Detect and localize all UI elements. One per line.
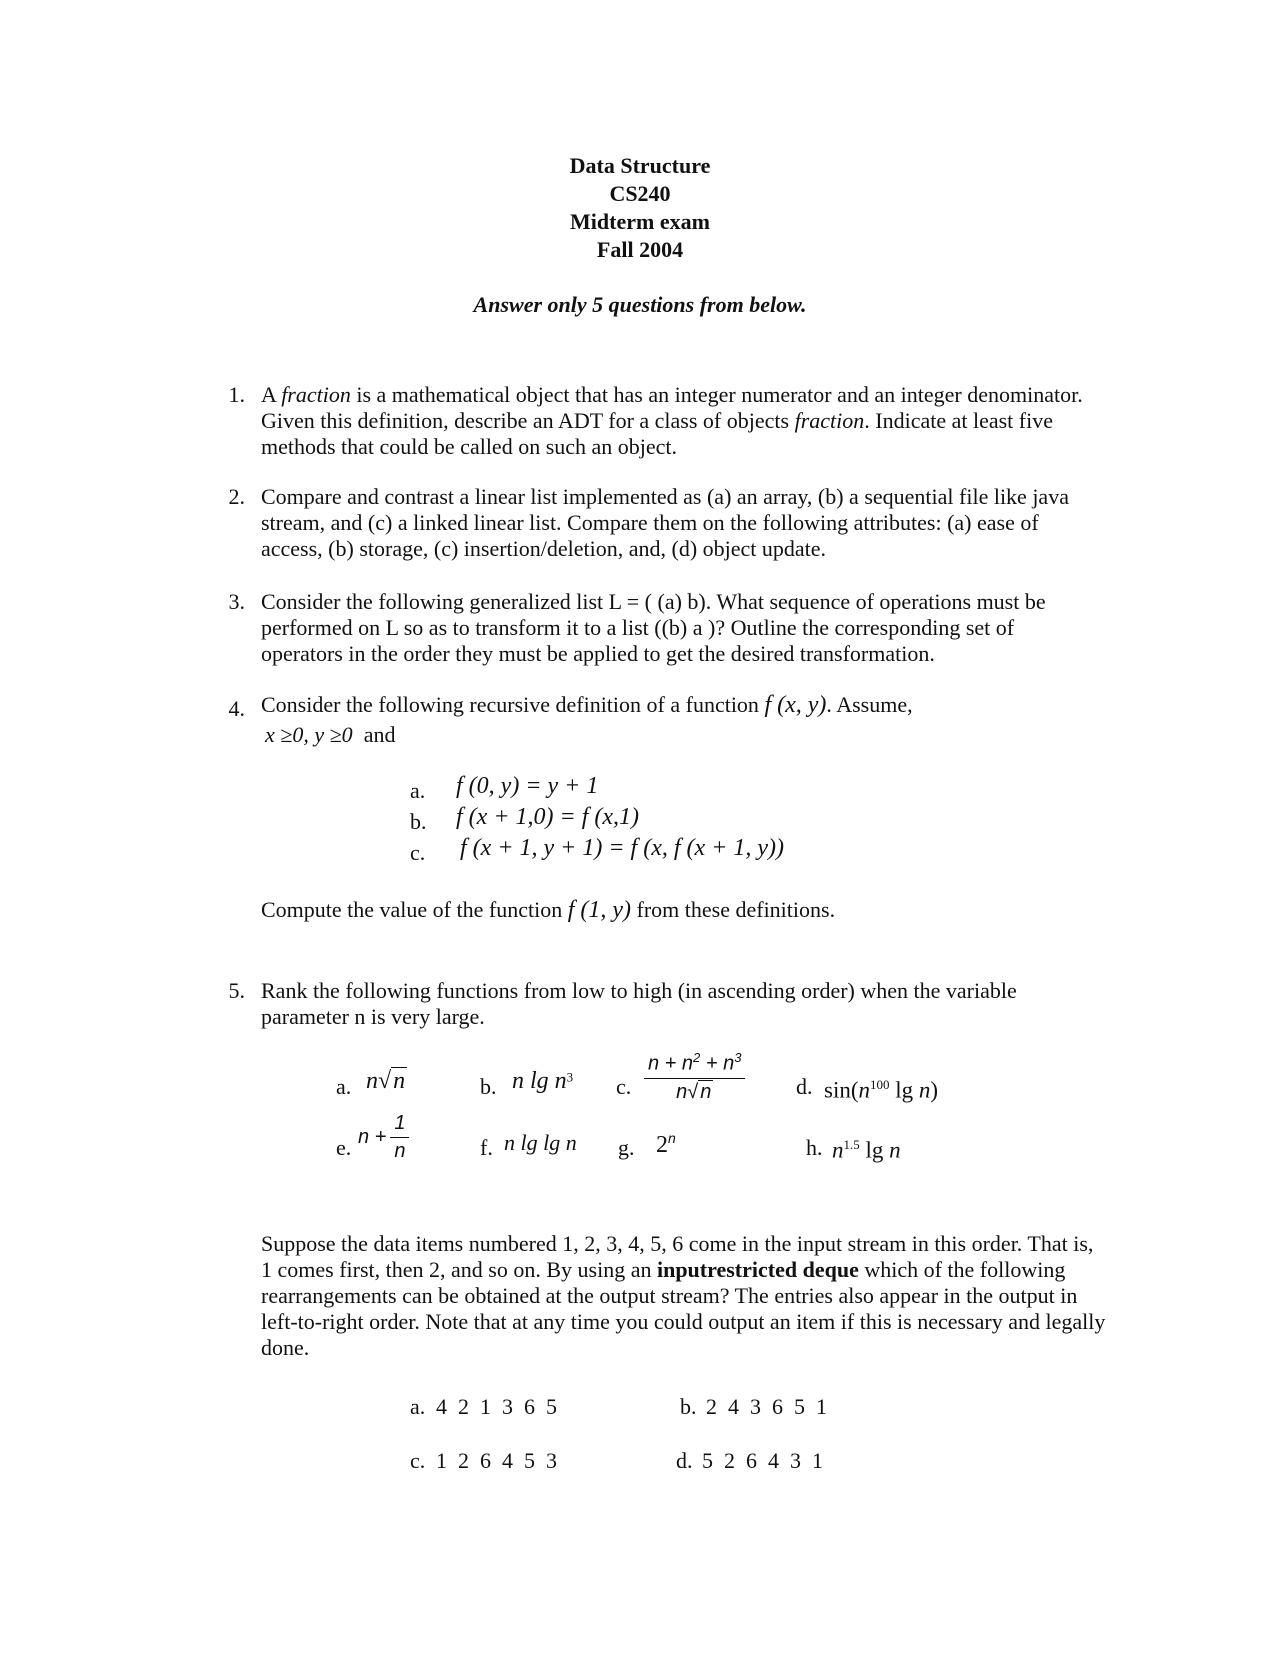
- option-b-seq: 2 4 3 6 5 1: [706, 1394, 827, 1419]
- func-f: n lg lg n: [504, 1130, 577, 1155]
- q4-def-a-label: a.: [410, 778, 426, 803]
- q4-def-c-label: c.: [410, 840, 426, 865]
- exam-name: Midterm exam: [570, 209, 710, 234]
- func-d: $\sin(n^{100}$ lg n): [824, 1077, 939, 1103]
- func-a-label: a.: [336, 1074, 352, 1099]
- func-a: n√n: [366, 1068, 406, 1094]
- instruction: Answer only 5 questions from below.: [473, 292, 807, 317]
- q4-def-b: f (x + 1,0) = f (x,1): [456, 804, 639, 830]
- option-d-label: d.: [676, 1448, 693, 1473]
- func-h-label: h.: [806, 1135, 823, 1160]
- q4-def-c: f (x + 1, y + 1) = f (x, f (x + 1, y)): [460, 835, 784, 861]
- q4-def-b-label: b.: [410, 809, 427, 834]
- q2-number: 2.: [228, 484, 245, 509]
- func-g-label: g.: [618, 1135, 635, 1160]
- option-c-seq: 1 2 6 4 5 3: [436, 1448, 557, 1473]
- exam-title: Data Structure: [569, 153, 711, 178]
- q3-number: 3.: [228, 589, 245, 614]
- func-b-label: b.: [480, 1074, 497, 1099]
- course-code: CS240: [609, 181, 671, 206]
- q3-text: Consider the following generalized list L = ( (a) b). What sequence of operations must be performed on L so as to transform it to a list ((b) a )? Outline the corresponding set of operators in the order they must be applied to get the desired transformation.: [261, 589, 1046, 666]
- func-f-label: f.: [480, 1135, 493, 1160]
- option-b-label: b.: [680, 1394, 697, 1419]
- q5-number: 5.: [228, 978, 245, 1003]
- q1-number: 1.: [228, 382, 245, 407]
- q4-number: 4.: [228, 696, 245, 721]
- exam-term: Fall 2004: [596, 237, 684, 262]
- q6-text: Suppose the data items numbered 1, 2, 3, 4, 5, 6 come in the input stream in this order. That is, 1 comes first, then 2, and so on. By using an inputrestricted deque which of the following rearrangements can be obtained at the output stream? The entries also appear in the output in left-to-right order. Note that at any time you could output an item if this is necessary and legally done.: [261, 1231, 1106, 1360]
- option-a-label: a.: [410, 1394, 426, 1419]
- option-d-seq: 5 2 6 4 3 1: [702, 1448, 823, 1473]
- func-c-label: c.: [616, 1074, 632, 1099]
- func-e: n + $\frac{1}{n}$: [358, 1112, 409, 1163]
- func-c: $\frac{n + n^2 + n^3}{n√ n}$: [644, 1050, 745, 1104]
- q4-conditions: x ≥0, y ≥0 and: [265, 722, 396, 747]
- option-a-seq: 4 2 1 3 6 5: [436, 1394, 557, 1419]
- option-c-label: c.: [410, 1448, 426, 1473]
- q2-text: Compare and contrast a linear list implemented as (a) an array, (b) a sequential file like java stream, and (c) a linked linear list. Compare them on the following attributes: (a) ease of access, (b) storage, (c) insertion/deletion, and, (d) object update.: [261, 484, 1069, 561]
- q4-compute: Compute the value of the function f (1, y) from these definitions.: [261, 897, 836, 923]
- q4-def-a: f (0, y) = y + 1: [456, 773, 599, 799]
- func-h: $n^{1.5}$ lg n: [832, 1137, 901, 1163]
- q5-text: Rank the following functions from low to high (in ascending order) when the variable parameter n is very large.: [261, 978, 1017, 1029]
- func-g: 2$^n$: [656, 1130, 676, 1158]
- func-e-label: e.: [336, 1135, 352, 1160]
- func-b: n $\lg n^3$: [512, 1068, 574, 1094]
- q4-intro: Consider the following recursive definition of a function f (x, y). Assume,: [261, 692, 913, 718]
- q1-text: A fraction is a mathematical object that has an integer numerator and an integer denominator. Given this definition, describe an ADT for a class of objects fraction. Indicate at least five methods that could be called on such an object.: [261, 382, 1083, 459]
- func-d-label: d.: [796, 1074, 813, 1099]
